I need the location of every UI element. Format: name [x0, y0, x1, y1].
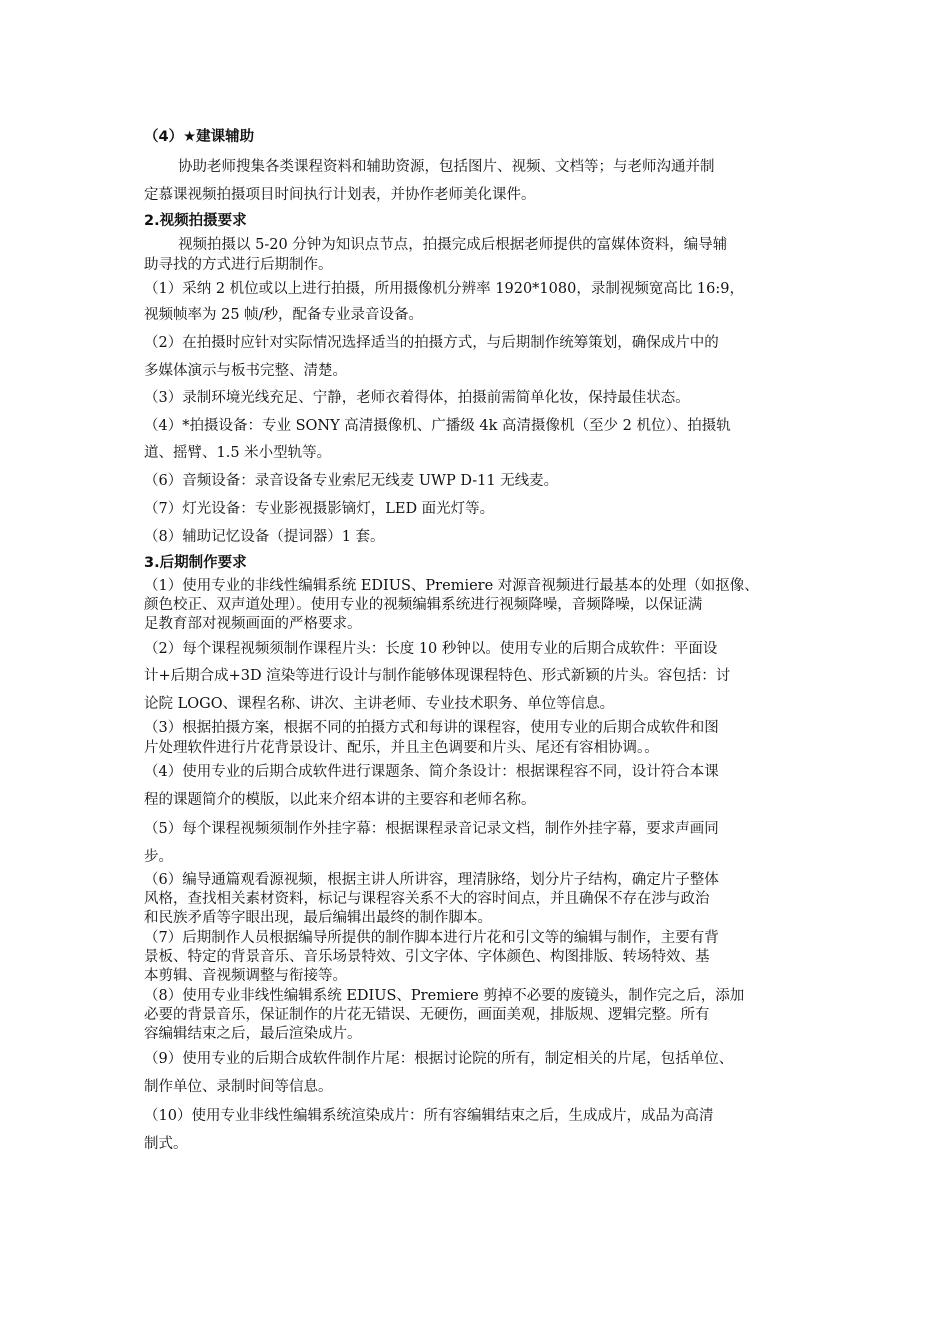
paragraph-line: （6）音频设备：录音设备专业索尼无线麦 UWP D-11 无线麦。 [144, 473, 559, 489]
paragraph-line: （4）*拍摄设备：专业 SONY 高清摄像机、广播级 4k 高清摄像机（至少 2 机位）、拍摄轨 [144, 418, 731, 434]
paragraph-line: 论院 LOGO、课程名称、讲次、主讲老师、专业技术职务、单位等信息。 [144, 696, 615, 712]
paragraph-line: （6）编导通篇观看源视频，根据主讲人所讲容，理清脉络，划分片子结构，确定片子整体 [144, 872, 719, 888]
paragraph-line: （2）每个课程视频须制作课程片头：长度 10 秒钟以。使用专业的后期合成软件：平面设 [144, 641, 718, 657]
paragraph-line: （3）根据拍摄方案，根据不同的拍摄方式和每讲的课程容，使用专业的后期合成软件和图 [144, 720, 719, 736]
paragraph-line: （1）使用专业的非线性编辑系统 EDIUS、Premiere 对源音视频进行最基本的处理（如抠像、 [144, 578, 759, 594]
section-2-heading: 2.视频拍摄要求 [144, 213, 247, 229]
paragraph-line: 颜色校正、双声道处理）。使用专业的视频编辑系统进行视频降噪，音频降噪，以保证满 [144, 597, 703, 613]
paragraph-line: 景板、特定的背景音乐、音乐场景特效、引文字体、字体颜色、构图排版、转场特效、基 [144, 949, 710, 965]
paragraph-line: 多媒体演示与板书完整、清楚。 [144, 363, 347, 379]
paragraph-line: 程的课题简介的模版，以此来介绍本讲的主要容和老师名称。 [144, 792, 536, 808]
paragraph-line: 容编辑结束之后，最后渲染成片。 [144, 1026, 362, 1042]
paragraph-line: 本剪辑、音视频调整与衔接等。 [144, 968, 347, 984]
paragraph-line: 助寻找的方式进行后期制作。 [144, 257, 333, 273]
paragraph-line: （3）录制环境光线充足、宁静，老师衣着得体，拍摄前需简单化妆，保持最佳状态。 [144, 390, 690, 406]
paragraph-line: 必要的背景音乐，保证制作的片花无错误、无硬伤，画面美观，排版规、逻辑完整。所有 [144, 1007, 710, 1023]
paragraph-line: （2）在拍摄时应针对实际情况选择适当的拍摄方式，与后期制作统筹策划，确保成片中的 [144, 335, 719, 351]
paragraph-line: 视频拍摄以 5-20 分钟为知识点节点，拍摄完成后根据老师提供的富媒体资料，编导辅 [178, 237, 728, 253]
paragraph-line: 风格，查找相关素材资料，标记与课程容关系不大的容时间点，并且确保不存在涉与政治 [144, 891, 710, 907]
section-3-heading: 3.后期制作要求 [144, 555, 247, 571]
paragraph-line: 道、摇臂、1.5 米小型轨等。 [144, 445, 332, 461]
paragraph-line: （1）采纳 2 机位或以上进行拍摄，所用摄像机分辨率 1920*1080，录制视频宽高比 16:9， [144, 281, 744, 297]
paragraph-line: （7）后期制作人员根据编导所提供的制作脚本进行片花和引文等的编辑与制作，主要有背 [144, 930, 719, 946]
paragraph-line: （4）使用专业的后期合成软件进行课题条、简介条设计：根据课程容不同，设计符合本课 [144, 764, 719, 780]
paragraph-line: （10）使用专业非线性编辑系统渲染成片：所有容编辑结束之后，生成成片，成品为高清 [144, 1108, 714, 1124]
paragraph-line: 制式。 [144, 1136, 188, 1152]
paragraph-line: 计+后期合成+3D 渲染等进行设计与制作能够体现课程特色、形式新颖的片头。容包括：讨 [144, 668, 731, 684]
section-4-heading: （4）★建课辅助 [144, 129, 255, 145]
paragraph-line: 片处理软件进行片花背景设计、配乐，并且主色调要和片头、尾还有容相协调。。 [144, 740, 659, 756]
paragraph-line: 制作单位、录制时间等信息。 [144, 1079, 333, 1095]
paragraph-line: 视频帧率为 25 帧/秒，配备专业录音设备。 [144, 307, 424, 323]
paragraph-line: （5）每个课程视频须制作外挂字幕：根据课程录音记录文档，制作外挂字幕，要求声画同 [144, 821, 719, 837]
paragraph-line: （8）使用专业非线性编辑系统 EDIUS、Premiere 剪掉不必要的废镜头，制作完之后，添加 [144, 988, 745, 1004]
paragraph-line: 协助老师搜集各类课程资料和辅助资源，包括图片、视频、文档等；与老师沟通并制 [178, 159, 715, 175]
paragraph-line: （9）使用专业的后期合成软件制作片尾：根据讨论院的所有，制定相关的片尾，包括单位、 [144, 1051, 734, 1067]
paragraph-line: （7）灯光设备：专业影视摄影镝灯，LED 面光灯等。 [144, 501, 495, 517]
paragraph-line: 足教育部对视频画面的严格要求。 [144, 616, 362, 632]
paragraph-line: 定慕课视频拍摄项目时间执行计划表，并协作老师美化课件。 [144, 187, 536, 203]
paragraph-line: 和民族矛盾等字眼出现，最后编辑出最终的制作脚本。 [144, 910, 492, 926]
paragraph-line: （8）辅助记忆设备（提词器）1 套。 [144, 529, 385, 545]
paragraph-line: 步。 [144, 849, 173, 865]
